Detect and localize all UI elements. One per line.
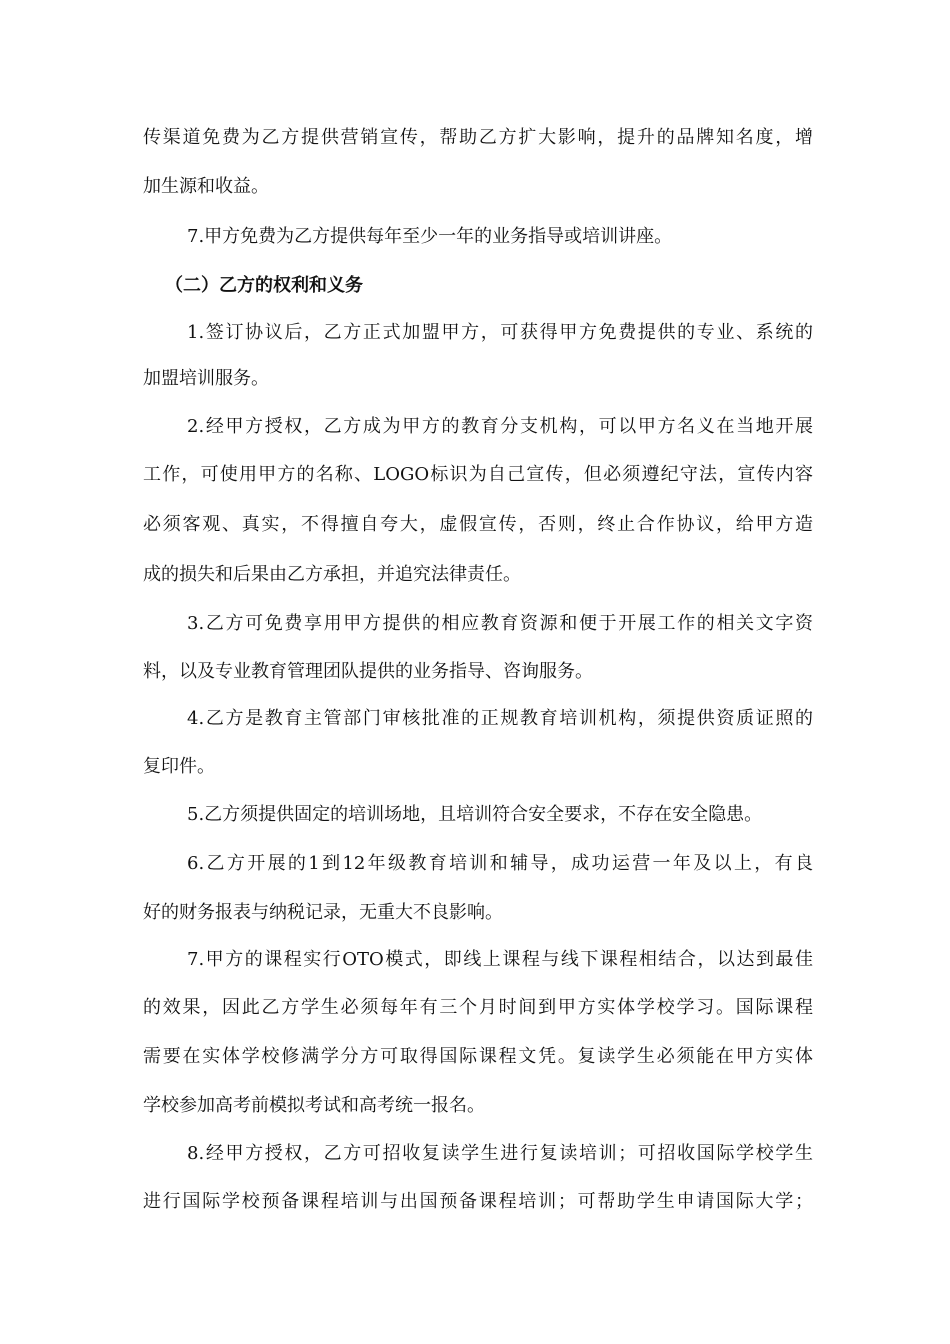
paragraph-line: 进行国际学校预备课程培训与出国预备课程培训；可帮助学生申请国际大学； bbox=[143, 1191, 813, 1212]
paragraph-line: 必须客观、真实，不得擅自夸大，虚假宣传，否则，终止合作协议，给甲方造 bbox=[143, 514, 813, 535]
paragraph-line: 5.乙方须提供固定的培训场地，且培训符合安全要求，不存在安全隐患。 bbox=[187, 804, 763, 825]
paragraph-line: 6.乙方开展的1到12年级教育培训和辅导，成功运营一年及以上，有良 bbox=[187, 853, 813, 874]
section-heading: （二）乙方的权利和义务 bbox=[165, 275, 363, 296]
paragraph-line: 8.经甲方授权，乙方可招收复读学生进行复读培训；可招收国际学校学生 bbox=[187, 1143, 813, 1164]
paragraph-line: 的效果，因此乙方学生必须每年有三个月时间到甲方实体学校学习。国际课程 bbox=[143, 997, 813, 1018]
paragraph-line: 成的损失和后果由乙方承担，并追究法律责任。 bbox=[143, 564, 521, 585]
paragraph-line: 2.经甲方授权，乙方成为甲方的教育分支机构，可以甲方名义在当地开展 bbox=[187, 416, 813, 437]
paragraph-line: 复印件。 bbox=[143, 756, 215, 777]
paragraph-line: 工作，可使用甲方的名称、LOGO标识为自己宣传，但必须遵纪守法，宣传内容 bbox=[143, 464, 813, 485]
paragraph-line: 7.甲方的课程实行OTO模式，即线上课程与线下课程相结合，以达到最佳 bbox=[187, 949, 813, 970]
paragraph-line: 需要在实体学校修满学分方可取得国际课程文凭。复读学生必须能在甲方实体 bbox=[143, 1046, 813, 1067]
paragraph-line: 加生源和收益。 bbox=[143, 176, 269, 197]
paragraph-line: 加盟培训服务。 bbox=[143, 368, 269, 389]
paragraph-line: 3.乙方可免费享用甲方提供的相应教育资源和便于开展工作的相关文字资 bbox=[187, 613, 813, 634]
paragraph-line: 1.签订协议后，乙方正式加盟甲方，可获得甲方免费提供的专业、系统的 bbox=[187, 322, 813, 343]
paragraph-line: 4.乙方是教育主管部门审核批准的正规教育培训机构，须提供资质证照的 bbox=[187, 708, 813, 729]
paragraph-line: 学校参加高考前模拟考试和高考统一报名。 bbox=[143, 1095, 485, 1116]
paragraph-line: 传渠道免费为乙方提供营销宣传，帮助乙方扩大影响，提升的品牌知名度，增 bbox=[143, 127, 813, 148]
paragraph-line: 7.甲方免费为乙方提供每年至少一年的业务指导或培训讲座。 bbox=[187, 226, 673, 247]
paragraph-line: 料，以及专业教育管理团队提供的业务指导、咨询服务。 bbox=[143, 661, 593, 682]
paragraph-line: 好的财务报表与纳税记录，无重大不良影响。 bbox=[143, 902, 503, 923]
